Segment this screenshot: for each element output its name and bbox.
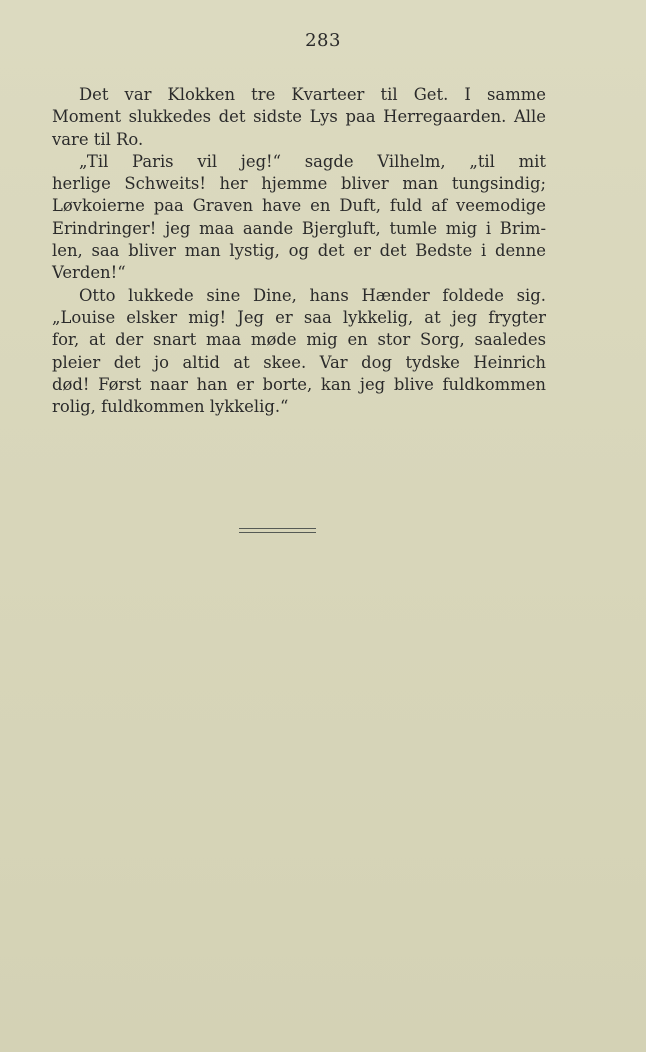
text-line: Erindringer! jeg maa aande Bjergluft, tumle mig i Brim-: [52, 218, 546, 238]
text-line: Verden!“: [52, 263, 126, 283]
divider-line: [239, 532, 316, 533]
text-line: „Til Paris vil jeg!“ sagde Vilhelm, „til mit: [79, 151, 546, 171]
body-text: [52, 84, 546, 418]
text-line: Moment slukkedes det sidste Lys paa Herregaarden. Alle: [52, 107, 546, 127]
page-number: 283: [305, 30, 341, 51]
text-line: len, saa bliver man lystig, og det er det Bedste i denne: [52, 241, 546, 261]
text-line: vare til Ro.: [52, 129, 144, 149]
divider-line: [239, 528, 316, 529]
text-line: Otto lukkede sine Dine, hans Hænder foldede sig.: [79, 285, 546, 305]
text-line: Løvkoierne paa Graven have en Duft, fuld af veemodige: [52, 196, 546, 216]
text-line: Det var Klokken tre Kvarteer til Get. I samme: [79, 85, 546, 104]
text-line: herlige Schweits! her hjemme bliver man tungsindig;: [52, 174, 546, 194]
text-line: for, at der snart maa møde mig en stor Sorg, saaledes: [52, 330, 546, 350]
end-rule: [239, 528, 316, 536]
text-line: pleier det jo altid at skee. Var dog tydske Heinrich: [52, 352, 546, 372]
text-line: rolig, fuldkommen lykkelig.“: [52, 397, 289, 417]
text-line: død! Først naar han er borte, kan jeg blive fuldkommen: [52, 374, 546, 394]
text-line: „Louise elsker mig! Jeg er saa lykkelig, at jeg frygter: [52, 307, 546, 327]
